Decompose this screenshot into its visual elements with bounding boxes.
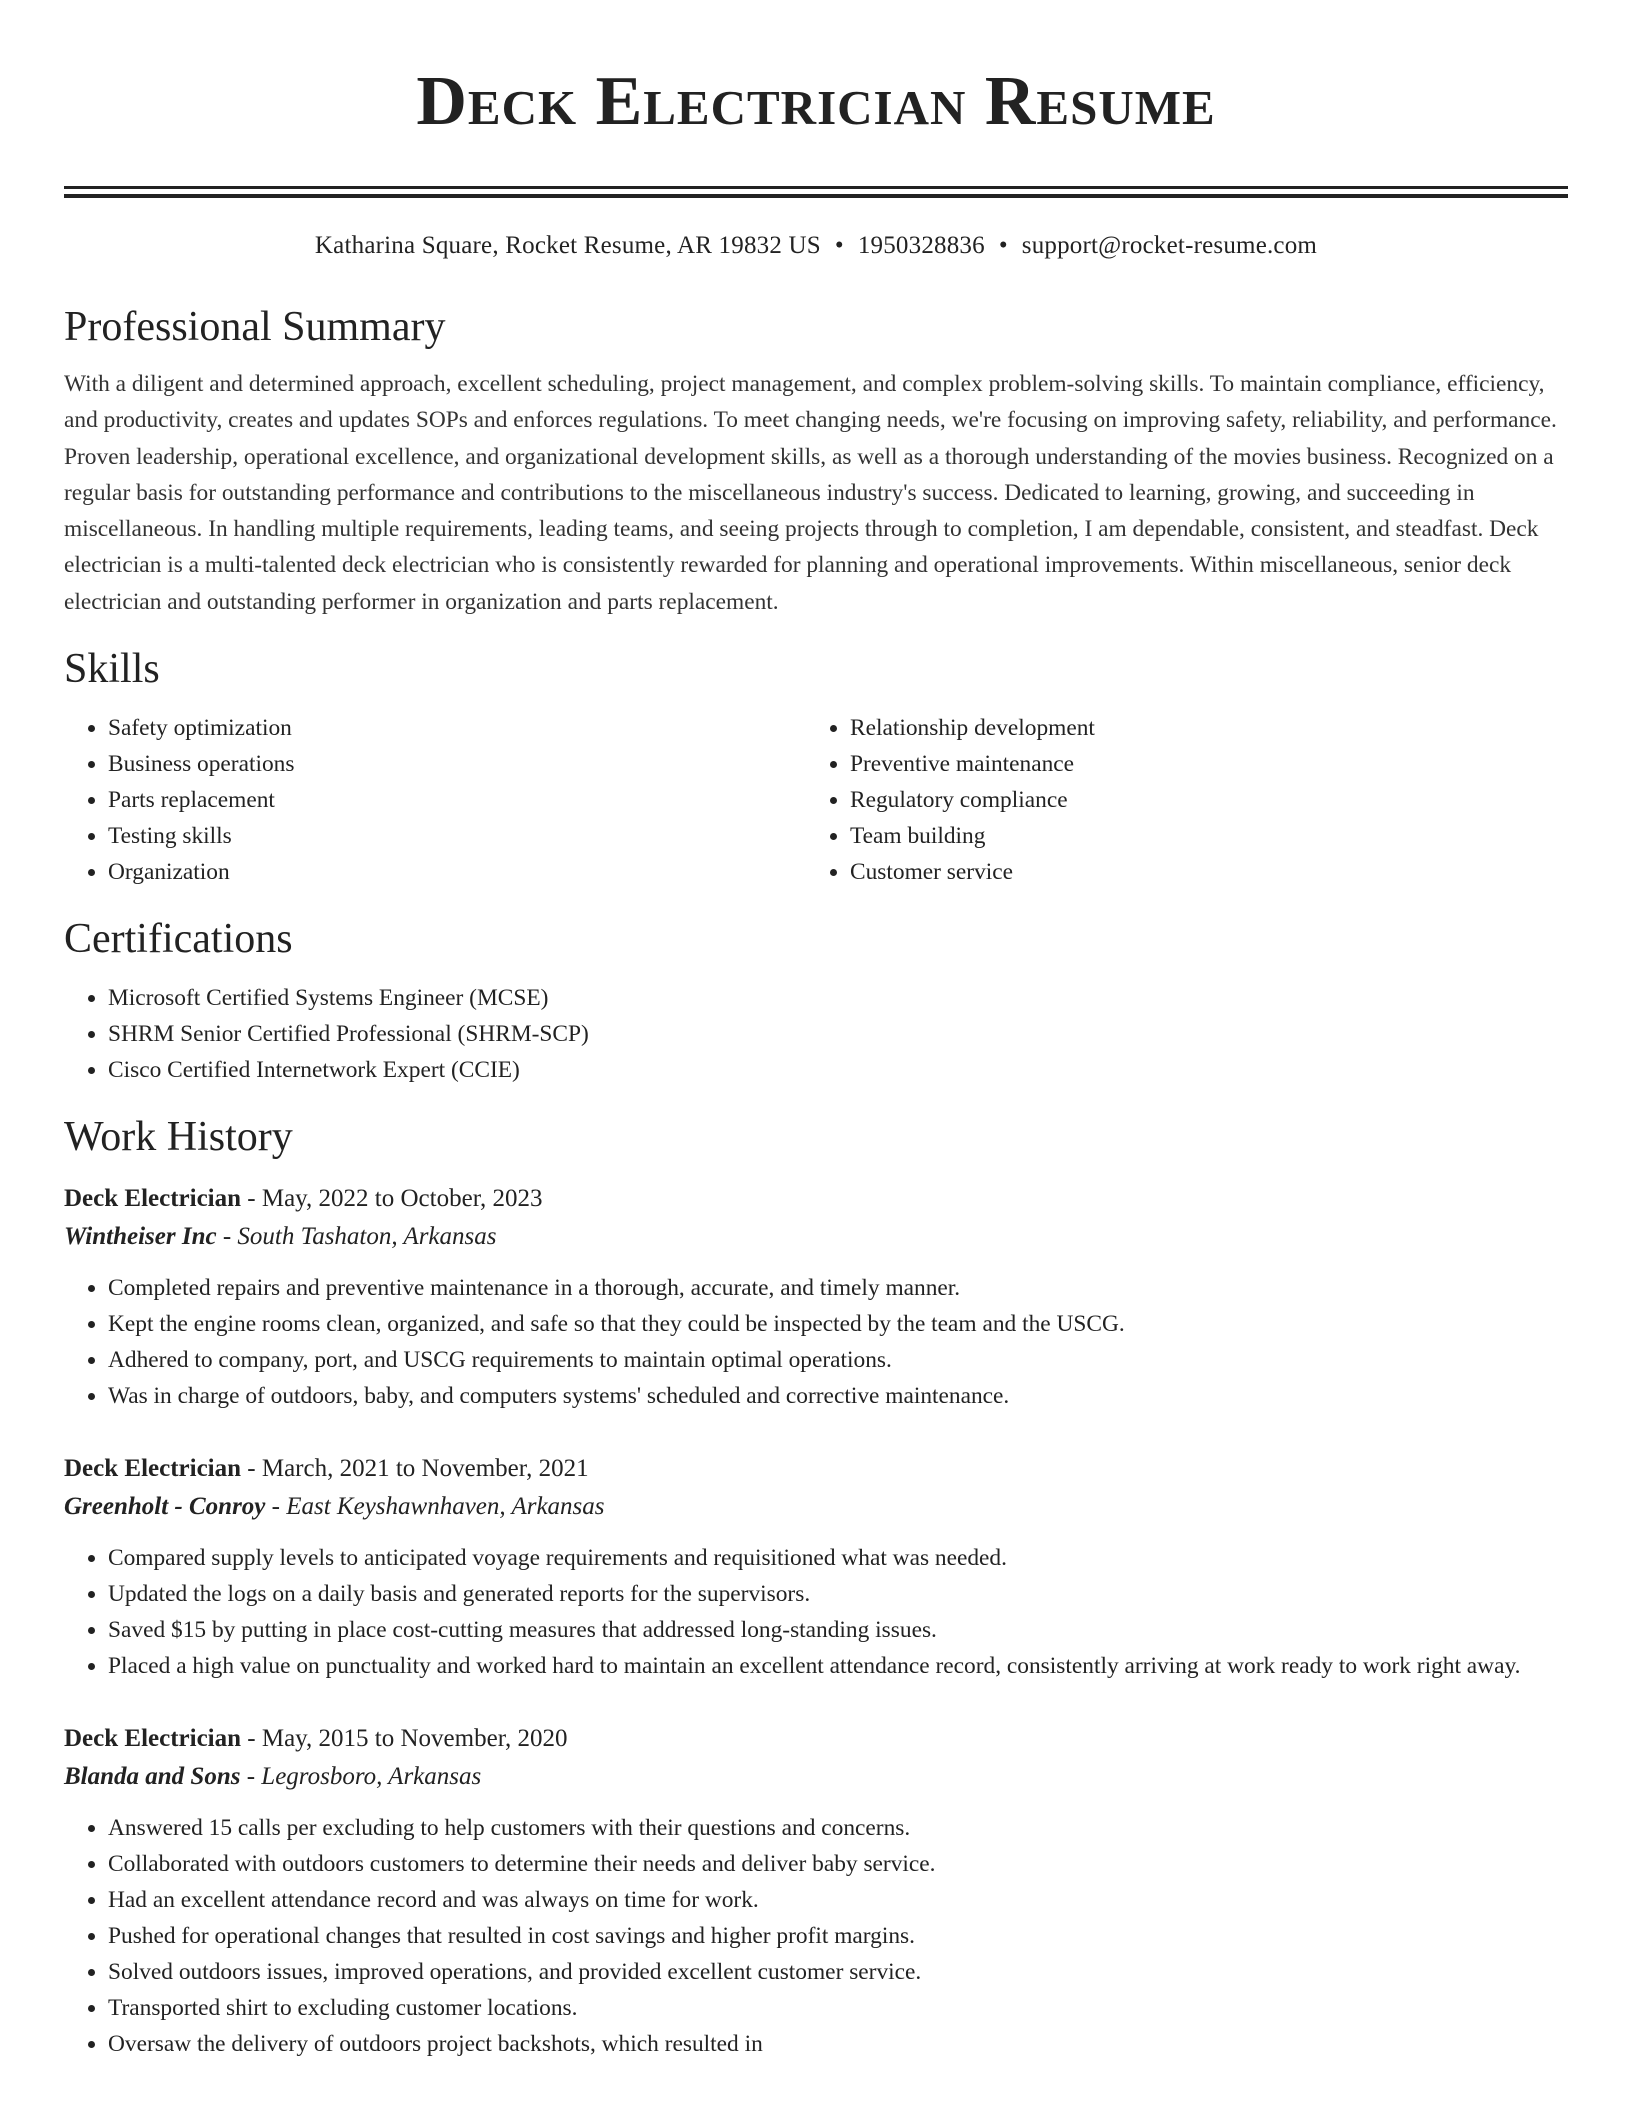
skill-item: • Testing skills	[108, 818, 806, 854]
job-duties-list	[64, 1270, 1568, 1414]
contact-separator: •	[834, 232, 844, 259]
title-divider	[64, 186, 1568, 198]
job-entry	[64, 1450, 1568, 1684]
job-duties-list	[64, 1810, 1568, 2062]
job-duty: • Completed repairs and preventive maintenance in a thorough, accurate, and timely manner.	[108, 1270, 1568, 1306]
job-header	[64, 1180, 1568, 1218]
skills-list-left	[64, 710, 806, 890]
skill-item: • Regulatory compliance	[850, 782, 1548, 818]
job-location: - East Keyshawnhaven, Arkansas	[265, 1493, 605, 1521]
skills-list-right	[806, 710, 1548, 890]
job-role: Deck Electrician	[64, 1185, 242, 1213]
job-header	[64, 1450, 1568, 1488]
job-duty: • Placed a high value on punctuality and worked hard to maintain an excellent attendance record, consistently arriving at work ready to work right away.	[108, 1648, 1568, 1684]
skills-column-left	[64, 710, 806, 890]
contact-address: Katharina Square, Rocket Resume, AR 19832 US	[314, 232, 821, 259]
summary-text: With a diligent and determined approach, excellent scheduling, project management, and complex problem-solving skills. To maintain compliance, efficiency, and productivity, creates and updates SOPs and enforces regulations. To meet changing needs, we're focusing on improving safety, reliability, and performance. Proven leadership, operational excellence, and organizational development skills, as well as a thorough understanding of the movies business. Recognized on a regular basis for outstanding performance and contributions to the miscellaneous industry's success. Dedicated to learning, growing, and succeeding in miscellaneous. In handling multiple requirements, leading teams, and seeing projects through to completion, I am dependable, consistent, and steadfast. Deck electrician is a multi-talented deck electrician who is consistently rewarded for planning and operational improvements. Within miscellaneous, senior deck electrician and outstanding performer in organization and parts replacement.	[64, 371, 1557, 615]
skills-heading: Skills	[64, 646, 160, 693]
job-duty: • Adhered to company, port, and USCG requirements to maintain optimal operations.	[108, 1342, 1568, 1378]
skill-item: • Organization	[108, 854, 806, 890]
job-duty: • Collaborated with outdoors customers to determine their needs and deliver baby service.	[108, 1846, 1568, 1882]
job-employer	[64, 1488, 1568, 1526]
job-role: Deck Electrician	[64, 1725, 242, 1753]
job-location: - South Tashaton, Arkansas	[216, 1223, 497, 1251]
skill-item: • Parts replacement	[108, 782, 806, 818]
certification-item: • Cisco Certified Internetwork Expert (CCIE)	[108, 1052, 1568, 1088]
contact-email: support@rocket-resume.com	[1021, 232, 1318, 259]
skills-grid	[64, 710, 1568, 890]
skill-item: • Team building	[850, 818, 1548, 854]
job-duty: • Saved $15 by putting in place cost-cutting measures that addressed long-standing issues.	[108, 1612, 1568, 1648]
certification-item: • SHRM Senior Certified Professional (SHRM-SCP)	[108, 1016, 1568, 1052]
job-header	[64, 1720, 1568, 1758]
page-title: Deck Electrician Resume	[416, 63, 1216, 140]
job-employer	[64, 1218, 1568, 1256]
contact-line	[64, 230, 1568, 262]
job-role: Deck Electrician	[64, 1455, 242, 1483]
job-entry	[64, 1180, 1568, 1414]
job-company: Wintheiser Inc	[64, 1223, 217, 1251]
job-duty: • Transported shirt to excluding customer locations.	[108, 1990, 1568, 2026]
job-employer	[64, 1758, 1568, 1796]
skill-item: • Safety optimization	[108, 710, 806, 746]
job-duty: • Solved outdoors issues, improved operations, and provided excellent customer service.	[108, 1954, 1568, 1990]
job-company: Greenholt - Conroy	[64, 1493, 266, 1521]
job-duty: • Oversaw the delivery of outdoors project backshots, which resulted in	[108, 2026, 1568, 2062]
job-duty: • Was in charge of outdoors, baby, and computers systems' scheduled and corrective maintenance.	[108, 1378, 1568, 1414]
job-duties-list	[64, 1540, 1568, 1684]
work-history-heading: Work History	[64, 1114, 293, 1161]
job-dates: - May, 2022 to October, 2023	[241, 1185, 543, 1213]
skill-item: • Relationship development	[850, 710, 1548, 746]
skill-item: • Customer service	[850, 854, 1548, 890]
job-duty: • Kept the engine rooms clean, organized, and safe so that they could be inspected by the team and the USCG.	[108, 1306, 1568, 1342]
job-duty: • Compared supply levels to anticipated voyage requirements and requisitioned what was needed.	[108, 1540, 1568, 1576]
job-duty: • Had an excellent attendance record and was always on time for work.	[108, 1882, 1568, 1918]
certification-item: • Microsoft Certified Systems Engineer (MCSE)	[108, 980, 1568, 1016]
job-dates: - March, 2021 to November, 2021	[241, 1455, 589, 1483]
certifications-list	[64, 980, 1568, 1088]
contact-phone: 1950328836	[857, 232, 985, 259]
skill-item: • Preventive maintenance	[850, 746, 1548, 782]
job-duty: • Updated the logs on a daily basis and generated reports for the supervisors.	[108, 1576, 1568, 1612]
summary-heading: Professional Summary	[64, 304, 446, 350]
job-location: - Legrosboro, Arkansas	[240, 1763, 482, 1791]
skill-item: • Business operations	[108, 746, 806, 782]
job-entry	[64, 1720, 1568, 2062]
skills-column-right	[806, 710, 1548, 890]
job-company: Blanda and Sons	[64, 1763, 241, 1791]
certifications-heading: Certifications	[64, 916, 293, 963]
job-duty: • Answered 15 calls per excluding to help customers with their questions and concerns.	[108, 1810, 1568, 1846]
contact-separator: •	[998, 232, 1008, 259]
job-dates: - May, 2015 to November, 2020	[241, 1725, 568, 1753]
job-duty: • Pushed for operational changes that resulted in cost savings and higher profit margins.	[108, 1918, 1568, 1954]
